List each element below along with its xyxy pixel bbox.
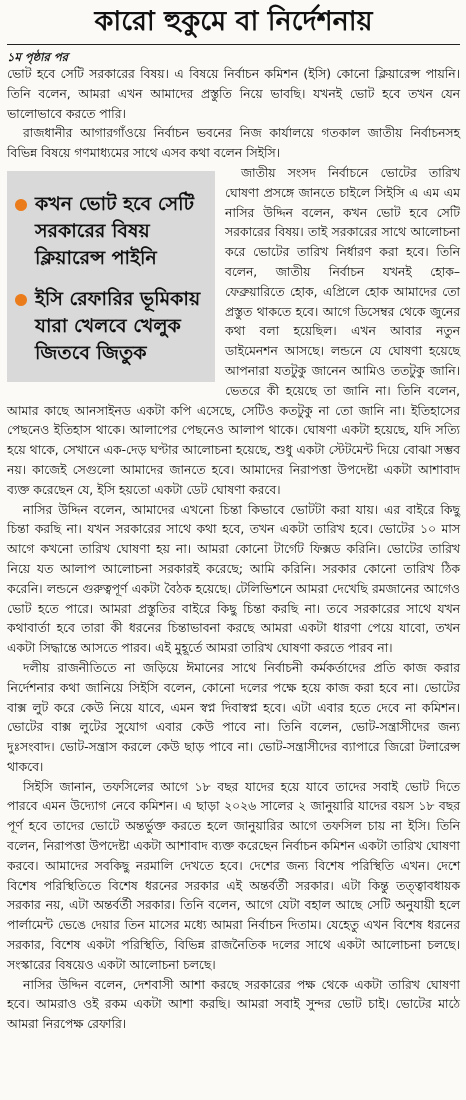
headline: কারো হুকুমে বা নির্দেশনায়	[94, 6, 373, 37]
article-paragraph-7: নাসির উদ্দিন বলেন, দেশবাসী আশা করছে সরকারের পক্ষ থেকে একটা তারিখ ঘোষণা হবে। আমরাও ওই রকম একটা আশা করছি। আমরা সবাই সুন্দর ভোট চাই। ভোটের মাঠে আমরা নিরপেক্ষ রেফারি।	[7, 977, 460, 1032]
continuation-label: ১ম পৃষ্ঠার পর	[7, 50, 68, 64]
article-paragraph-4: নাসির উদ্দিন বলেন, আমাদের এখনো চিন্তা কিভাবে ভোটটা করা যায়। এর বাইরে কিছু চিন্তা করছি না। যখন সরকারের সাথে কথা হবে, তখন একটা তারিখ হবে। ভোটের ১০ মাস আগে কখনো তারিখ ঘোষণা হয় না। আমরা কোনো টার্গেট ফিক্সড করিনি। ভোটের তারিখ নিয়ে যত আলাপ আলোচনা সরকারই করেছে; আমি করিনি। সরকার কোনো তারিখ ঠিক করেনি। লন্ডনে গুরুত্বপূর্ণ একটা বৈঠক হয়েছে। টেলিভিশনে আমরা দেখেছি রমজানের আগেও ভোট হতে পারে। আমরা প্রস্তুতির বাইরে কিছু চিন্তা করছি না। তবে সরকারের সাথে যখন কথাবার্তা হবে তারা কী ধরনের চিন্তাভাবনা করছে আমরা একটা ধারণা পেয়ে যাবো, তখন একটা সিদ্ধান্তে আসতে পারব। এই মুহূর্তে আমরা তারিখ ঘোষণা করতে পারব না।	[7, 502, 460, 656]
article-paragraph-6: সিইসি জানান, তফসিলের আগে ১৮ বছর যাদের হয়ে যাবে তাদের সবাই ভোট দিতে পারবে এমন উদ্যোগ নেবে কমিশন। এ ছাড়া ২০২৬ সালের ২ জানুয়ারি যাদের বয়স ১৮ বছর পূর্ণ হবে তাদের ভোটে অন্তর্ভুক্ত করতে হলে জানুয়ারির আগে তফসিল চায় না ইসি। তিনি বলেন, নিরাপত্তা উপদেষ্টা একটা আশাবাদ ব্যক্ত করেছেন নির্বাচন কমিশন একটা তারিখ ঘোষণা করবে। আমাদের সবকিছু নরমালি দেখতে হবে। দেশের জন্য বিশেষ পরিস্থিতি এখন। দেশে বিশেষ পরিস্থিতিতে বিশেষ ধরনের সরকার এই অন্তর্বর্তী সরকার। এটা কিন্তু তত্ত্বাবধায়ক সরকার নয়, এটা অন্তর্বর্তী সরকার। তিনি বলেন, আগে যেটা বহাল আছে সেটি অনুযায়ী হলে পার্লামেন্ট ভেঙে দেয়ার তিন মাসের মধ্যে আমরা নির্বাচন দিতাম। যেহেতু এখন বিশেষ ধরনের সরকার, বিশেষ একটা পরিস্থিতি, বিভিন্ন রাজনৈতিক দলের সাথে একটা আলোচনা চলছে। সংস্কারের বিষয়েও একটা আলোচনা চলছে।	[7, 779, 460, 972]
headline-rule	[7, 44, 460, 45]
pull-quote-text-1: কখন ভোট হবে সেটি সরকারের বিষয় ক্লিয়ারেন্স পাইনি	[35, 192, 194, 269]
pull-quote-2	[15, 286, 207, 367]
article-paragraph-2: রাজধানীর আগারগাঁওয়ে নির্বাচন ভবনের নিজ কার্যালয়ে গতকাল জাতীয় নির্বাচনসহ বিভিন্ন বিষয়ে গণমাধ্যমের সাথে এসব কথা বলেন সিইসি।	[7, 126, 460, 161]
article-paragraph-1: ভোট হবে সেটি সরকারের বিষয়। এ বিষয়ে নির্বাচন কমিশন (ইসি) কোনো ক্লিয়ারেন্স পায়নি। তিনি বলেন, আমরা এখন আমাদের প্রস্তুতি নিয়ে ভাবছি। যখনই ভোট হবে তখন যেন ভালোভাবে করতে পারি।	[7, 67, 460, 121]
article-paragraph-3: জাতীয় সংসদ নির্বাচনে ভোটের তারিখ ঘোষণা প্রসঙ্গে জানতে চাইলে সিইসি এ এম এম নাসির উদ্দিন বলেন, কখন ভোট হবে সেটি সরকারের বিষয়। তাই সরকারের সাথে আলোচনা করে ভোটের তারিখ নির্ধারণ করা হবে। তিনি বলেন, জাতীয় নির্বাচন যখনই হোক– ফেব্রুয়ারিতে হোক, এপ্রিলে হোক আমাদের তো প্রস্তুত থাকতে হবে। আগে ডিসেম্বর থেকে জুনের কথা বলা হয়েছিল। এখন আবার নতুন ডাইমেনশন আসছে। লন্ডনে যে ঘোষণা হয়েছে আপনারা যতটুকু জানেন আমিও ততটুকু জানি। ভেতরে কী হয়েছে তা জানি না। তিনি বলেন, আমার কাছে আনসাইনড একটা কপি এসেছে, সেটিও কতটুকু না তো জানি না। ইতিহাসের পেছনেও ইতিহাস থাকে। আলাপের পেছনেও আলাপ থাকে। ঘোষণা একটা হয়েছে, যদি সত্যি হয়ে থাকে, সেখানে এক-দেড় ঘণ্টার আলোচনা হয়েছে, শুধু একটা স্টেটমেন্ট দিয়ে বোঝা সম্ভব নয়। কাজেই সেগুলো আমাদের জানতে হবে। আমাদের নিরাপত্তা উপদেষ্টা একটা আশাবাদ ব্যক্ত করেছেন যে, ইসি হয়তো একটা ডেট ঘোষণা করবে।	[7, 165, 460, 497]
pull-quote-box	[7, 171, 215, 382]
bullet-dot-icon	[15, 294, 27, 306]
pull-quote-1	[15, 191, 207, 272]
article-paragraph-5: দলীয় রাজনীতিতে না জড়িয়ে ঈমানের সাথে নির্বাচনী কর্মকর্তাদের প্রতি কাজ করার নির্দেশনার কথা জানিয়ে সিইসি বলেন, কোনো দলের পক্ষে হয়ে কাজ করা হবে না। ভোটের বাক্স লুট করে কেউ নিয়ে যাবে, এমন স্বপ্ন দিবাস্বপ্ন হবে। এটা এবার হতে দেবে না কমিশন। ভোটের বাক্স লুটের সুযোগ এবার কেউ পাবে না। তিনি বলেন, ভোট-সন্ত্রাসীদের জন্য দুঃসংবাদ। ভোট-সন্ত্রাস করলে কেউ ছাড় পাবে না। ভোট-সন্ত্রাসীদের ব্যাপারে জিরো টলারেন্স থাকবে।	[7, 660, 460, 774]
bullet-dot-icon	[15, 199, 27, 211]
pull-quote-text-2: ইসি রেফারির ভূমিকায় যারা খেলবে খেলুক জিতবে জিতুক	[35, 287, 201, 364]
